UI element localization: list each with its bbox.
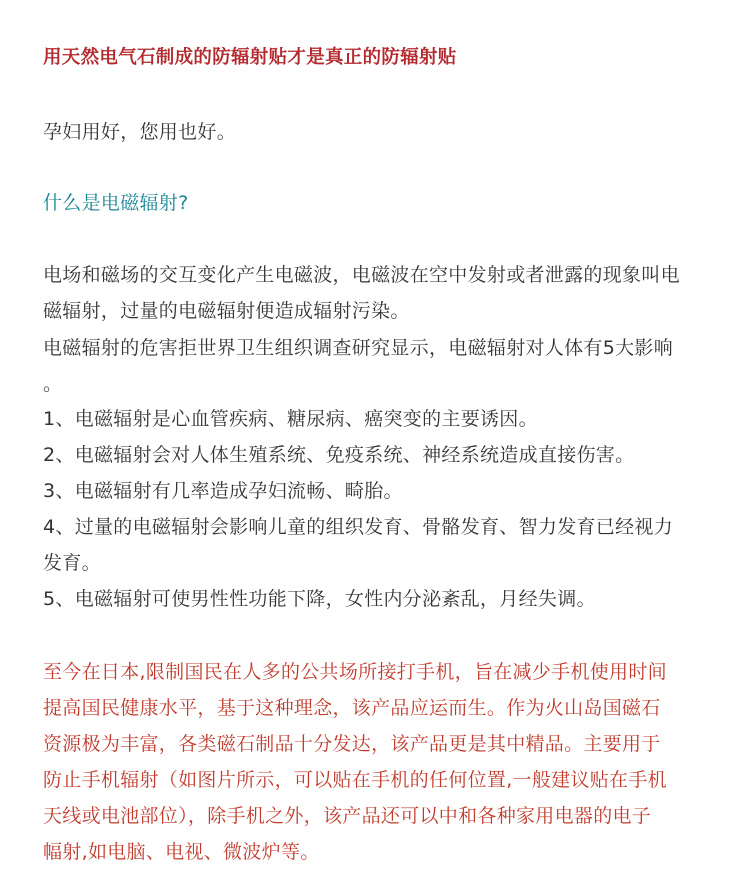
product-line: 防止手机辐射（如图片所示，可以贴在手机的任何位置,一般建议贴在手机 xyxy=(43,769,667,791)
product-line: 天线或电池部位），除手机之外，该产品还可以中和各种家用电器的电子 xyxy=(43,805,652,827)
definition-line: 磁辐射，过量的电磁辐射便造成辐射污染。 xyxy=(43,300,410,322)
product-line: 资源极为丰富，各类磁石制品十分发达，该产品更是其中精品。主要用于 xyxy=(43,733,661,755)
list-item: 4、过量的电磁辐射会影响儿童的组织发育、骨骼发育、智力发育已经视力 xyxy=(43,516,673,538)
list-item: 1、电磁辐射是心血管疾病、糖尿病、癌突变的主要诱因。 xyxy=(43,408,538,430)
list-item: 发育。 xyxy=(43,552,101,574)
intro-text: 孕妇用好，您用也好。 xyxy=(43,121,237,143)
list-item: 3、电磁辐射有几率造成孕妇流畅、畸胎。 xyxy=(43,480,403,502)
list-item: 2、电磁辐射会对人体生殖系统、免疫系统、神经系统造成直接伤害。 xyxy=(43,444,635,466)
harm-line: 电磁辐射的危害拒世界卫生组织调查研究显示，电磁辐射对人体有5大影响 xyxy=(43,337,673,359)
list-item: 5、电磁辐射可使男性性功能下降，女性内分泌紊乱，月经失调。 xyxy=(43,588,596,610)
harm-line: 。 xyxy=(43,373,63,395)
section-heading: 什么是电磁辐射? xyxy=(43,192,189,214)
definition-line: 电场和磁场的交互变化产生电磁波，电磁波在空中发射或者泄露的现象叫电 xyxy=(43,264,680,286)
product-line: 提高国民健康水平，基于这种理念，该产品应运而生。作为火山岛国磁石 xyxy=(43,697,661,719)
product-line: 至今在日本,限制国民在人多的公共场所接打手机，旨在减少手机使用时间 xyxy=(43,661,667,683)
product-line: 幅射,如电脑、电视、微波炉等。 xyxy=(43,841,320,863)
article-title: 用天然电气石制成的防辐射贴才是真正的防辐射贴 xyxy=(43,47,457,68)
